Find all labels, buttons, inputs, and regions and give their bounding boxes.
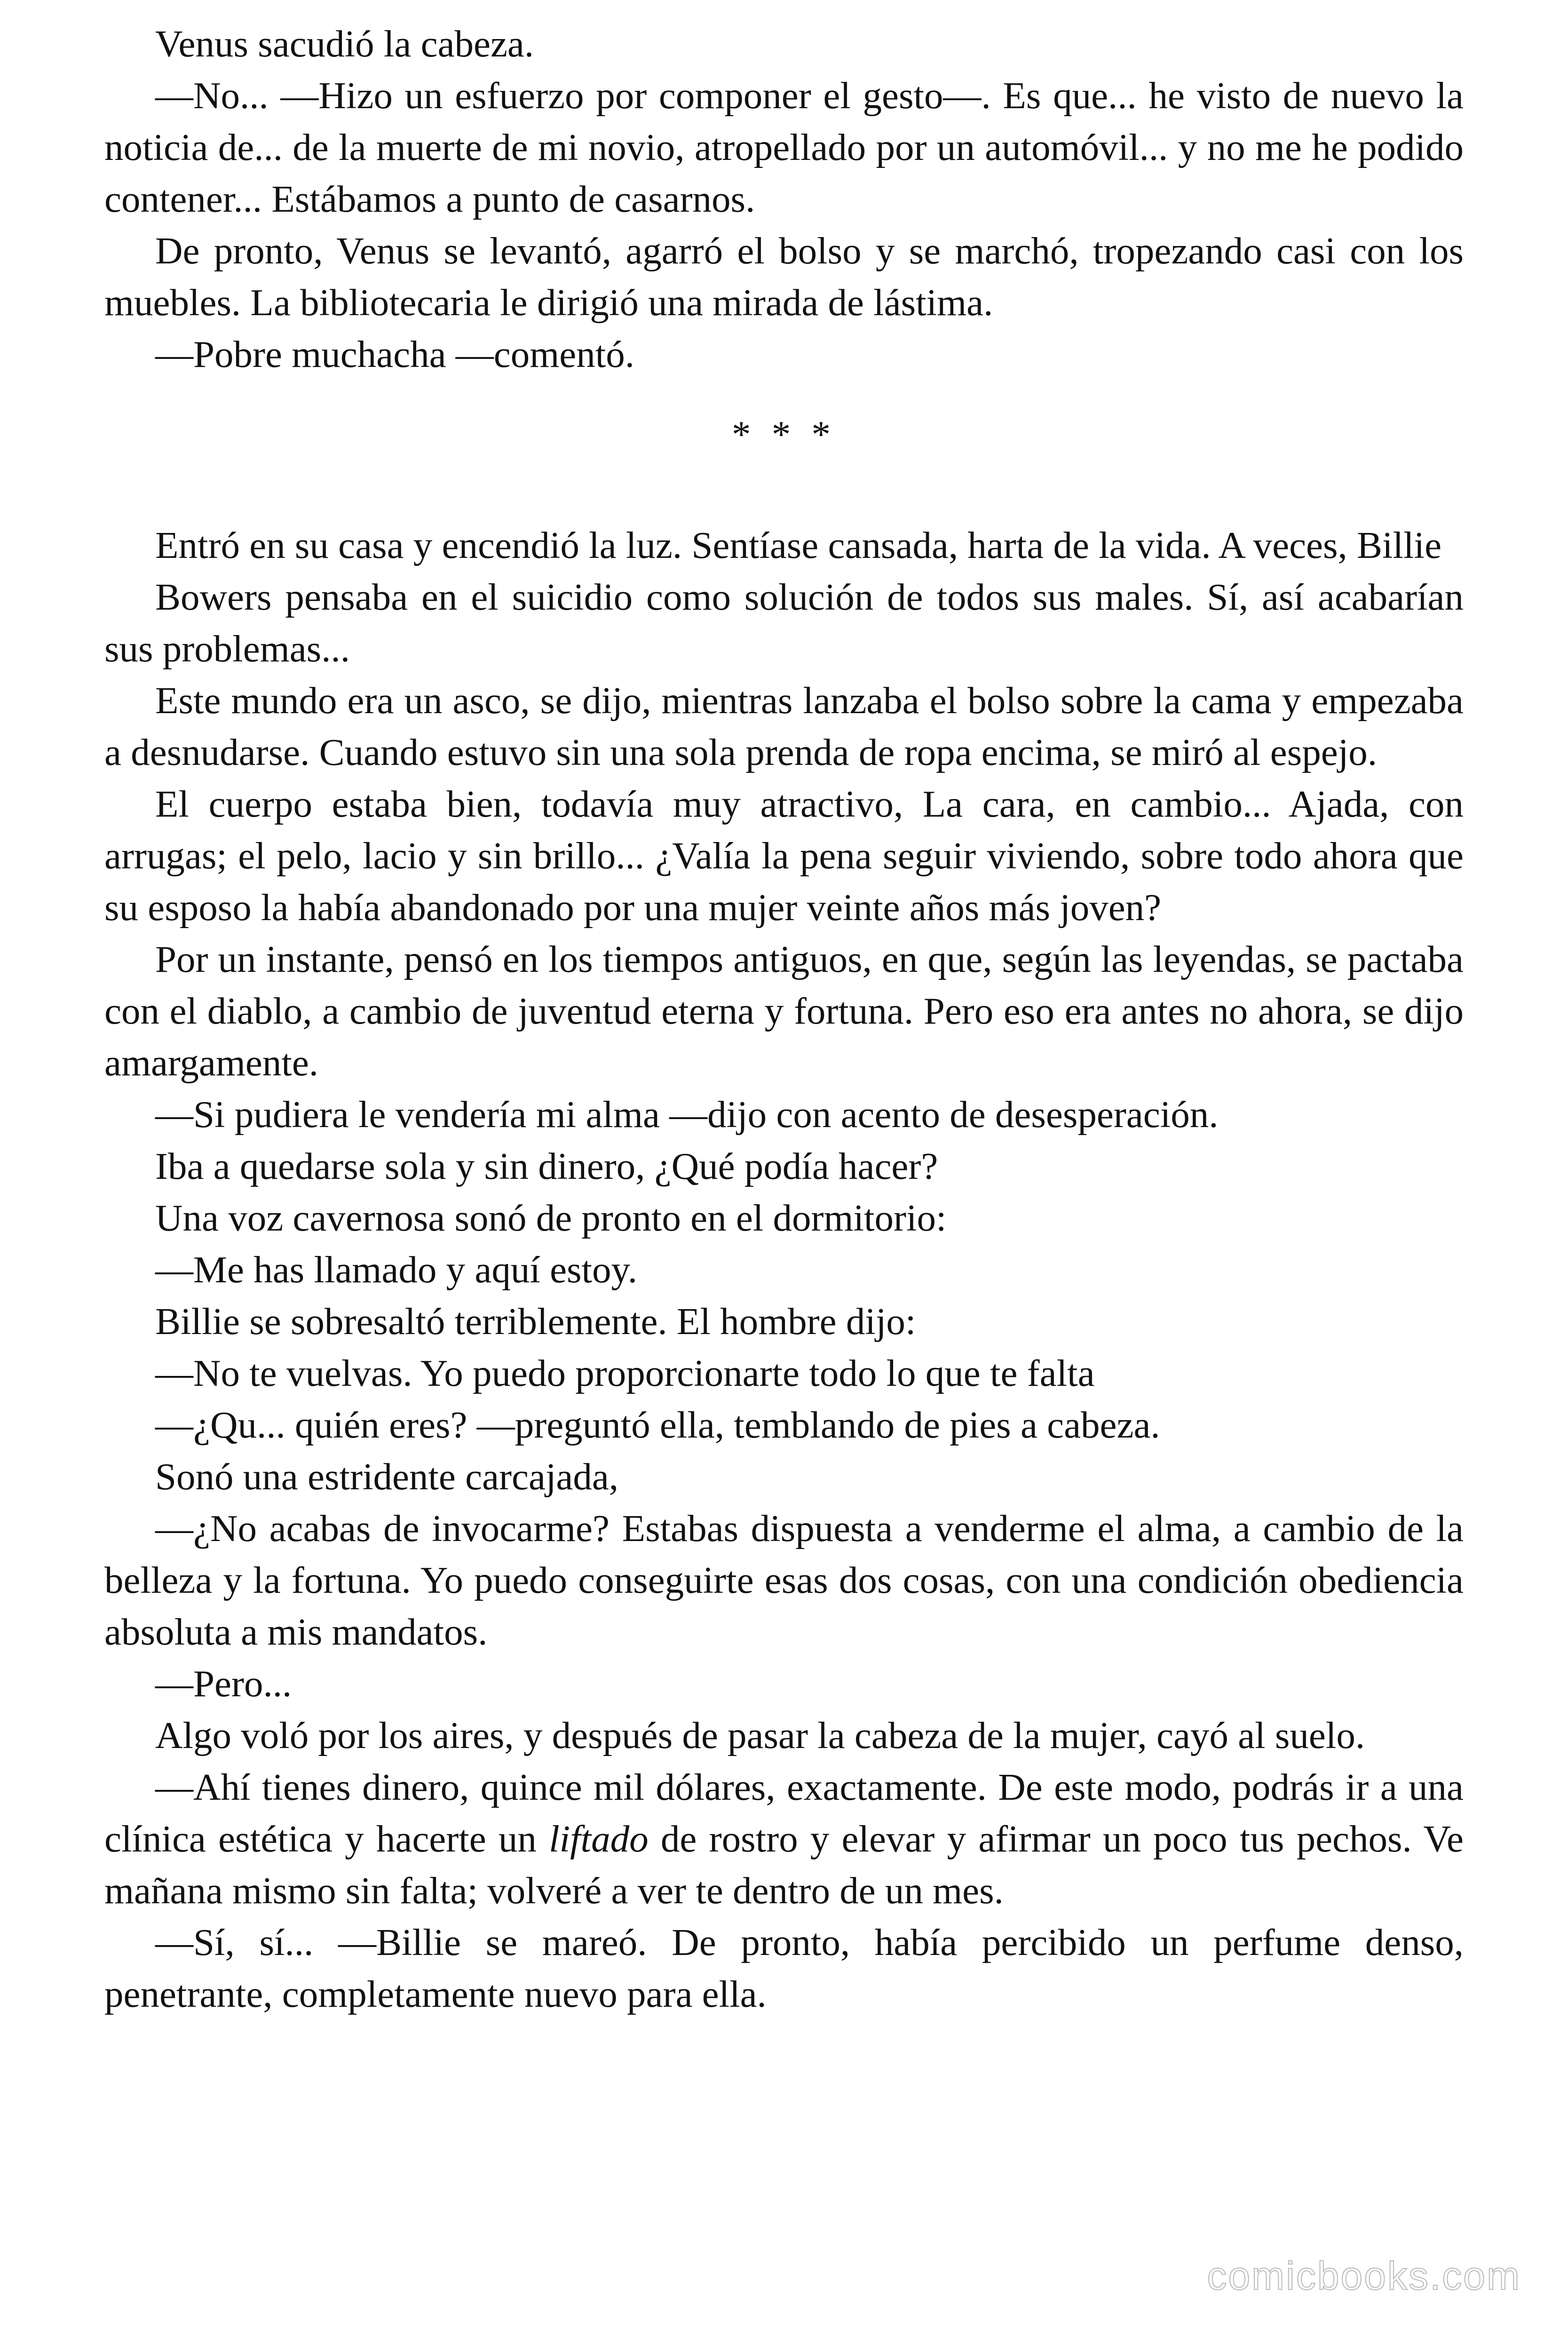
italic-word: liftado <box>549 1818 649 1860</box>
paragraph: Entró en su casa y encendió la luz. Sentíase cansada, harta de la vida. A veces, Billie <box>155 524 1442 566</box>
paragraph: Billie se sobresaltó terriblemente. El hombre dijo: <box>155 1300 916 1343</box>
paragraph: Por un instante, pensó en los tiempos antiguos, en que, según las leyendas, se pactaba con el diablo, a cambio de juventud eterna y fortuna. Pero eso era antes no ahora, se dijo amargamente. <box>104 938 1464 1084</box>
paragraph: —Pero... <box>155 1662 292 1705</box>
paragraph: Bowers pensaba en el suicidio como solución de todos sus males. Sí, así acabarían sus problemas... <box>104 576 1464 670</box>
paragraph: Este mundo era un asco, se dijo, mientras lanzaba el bolso sobre la cama y empezaba a desnudarse. Cuando estuvo sin una sola prenda de ropa encima, se miró al espejo. <box>104 679 1464 773</box>
document-page <box>104 18 1464 2020</box>
paragraph-with-italic <box>104 1761 1464 1916</box>
paragraph: —No... —Hizo un esfuerzo por componer el gesto—. Es que... he visto de nuevo la noticia de... de la muerte de mi novio, atropellado por un automóvil... y no me he podido contener... Estábamos a punto de casarnos. <box>104 74 1464 220</box>
paragraph: —Sí, sí... —Billie se mareó. De pronto, había percibido un perfume denso, penetrante, completamente nuevo para ella. <box>104 1921 1464 2015</box>
paragraph: —Pobre muchacha —comentó. <box>155 333 634 375</box>
paragraph: Iba a quedarse sola y sin dinero, ¿Qué podía hacer? <box>155 1145 938 1187</box>
paragraph: De pronto, Venus se levantó, agarró el bolso y se marchó, tropezando casi con los muebles. La bibliotecaria le dirigió una mirada de lástima. <box>104 230 1464 324</box>
paragraph: Algo voló por los aires, y después de pasar la cabeza de la mujer, cayó al suelo. <box>155 1714 1365 1756</box>
paragraph-text: de rostro y elevar y afirmar un poco tus pechos. Ve mañana mismo sin falta; volveré a ver te dentro de un mes. <box>104 1818 1464 1912</box>
watermark: comicbooks.com <box>1207 2254 1521 2298</box>
paragraph: —No te vuelvas. Yo puedo proporcionarte todo lo que te falta <box>155 1352 1095 1394</box>
paragraph: El cuerpo estaba bien, todavía muy atractivo, La cara, en cambio... Ajada, con arrugas; el pelo, lacio y sin brillo... ¿Valía la pena seguir viviendo, sobre todo ahora que su esposo la había abandonado por una mujer veinte años más joven? <box>104 783 1464 929</box>
paragraph: Una voz cavernosa sonó de pronto en el dormitorio: <box>155 1197 947 1239</box>
section-separator: * * * <box>732 413 836 455</box>
paragraph: Venus sacudió la cabeza. <box>155 23 534 65</box>
paragraph-text: —Ahí tienes dinero, quince mil dólares, exactamente. De este modo, podrás ir a una clínica estética y hacerte un <box>104 1766 1464 1860</box>
paragraph: Sonó una estridente carcajada, <box>155 1455 619 1498</box>
paragraph: —Si pudiera le vendería mi alma —dijo con acento de desesperación. <box>155 1093 1219 1136</box>
paragraph: —Me has llamado y aquí estoy. <box>155 1248 638 1291</box>
paragraph: —¿Qu... quién eres? —preguntó ella, temblando de pies a cabeza. <box>155 1404 1160 1446</box>
paragraph: —¿No acabas de invocarme? Estabas dispuesta a venderme el alma, a cambio de la belleza y la fortuna. Yo puedo conseguirte esas dos cosas, con una condición obediencia absoluta a mis mandatos. <box>104 1507 1464 1653</box>
